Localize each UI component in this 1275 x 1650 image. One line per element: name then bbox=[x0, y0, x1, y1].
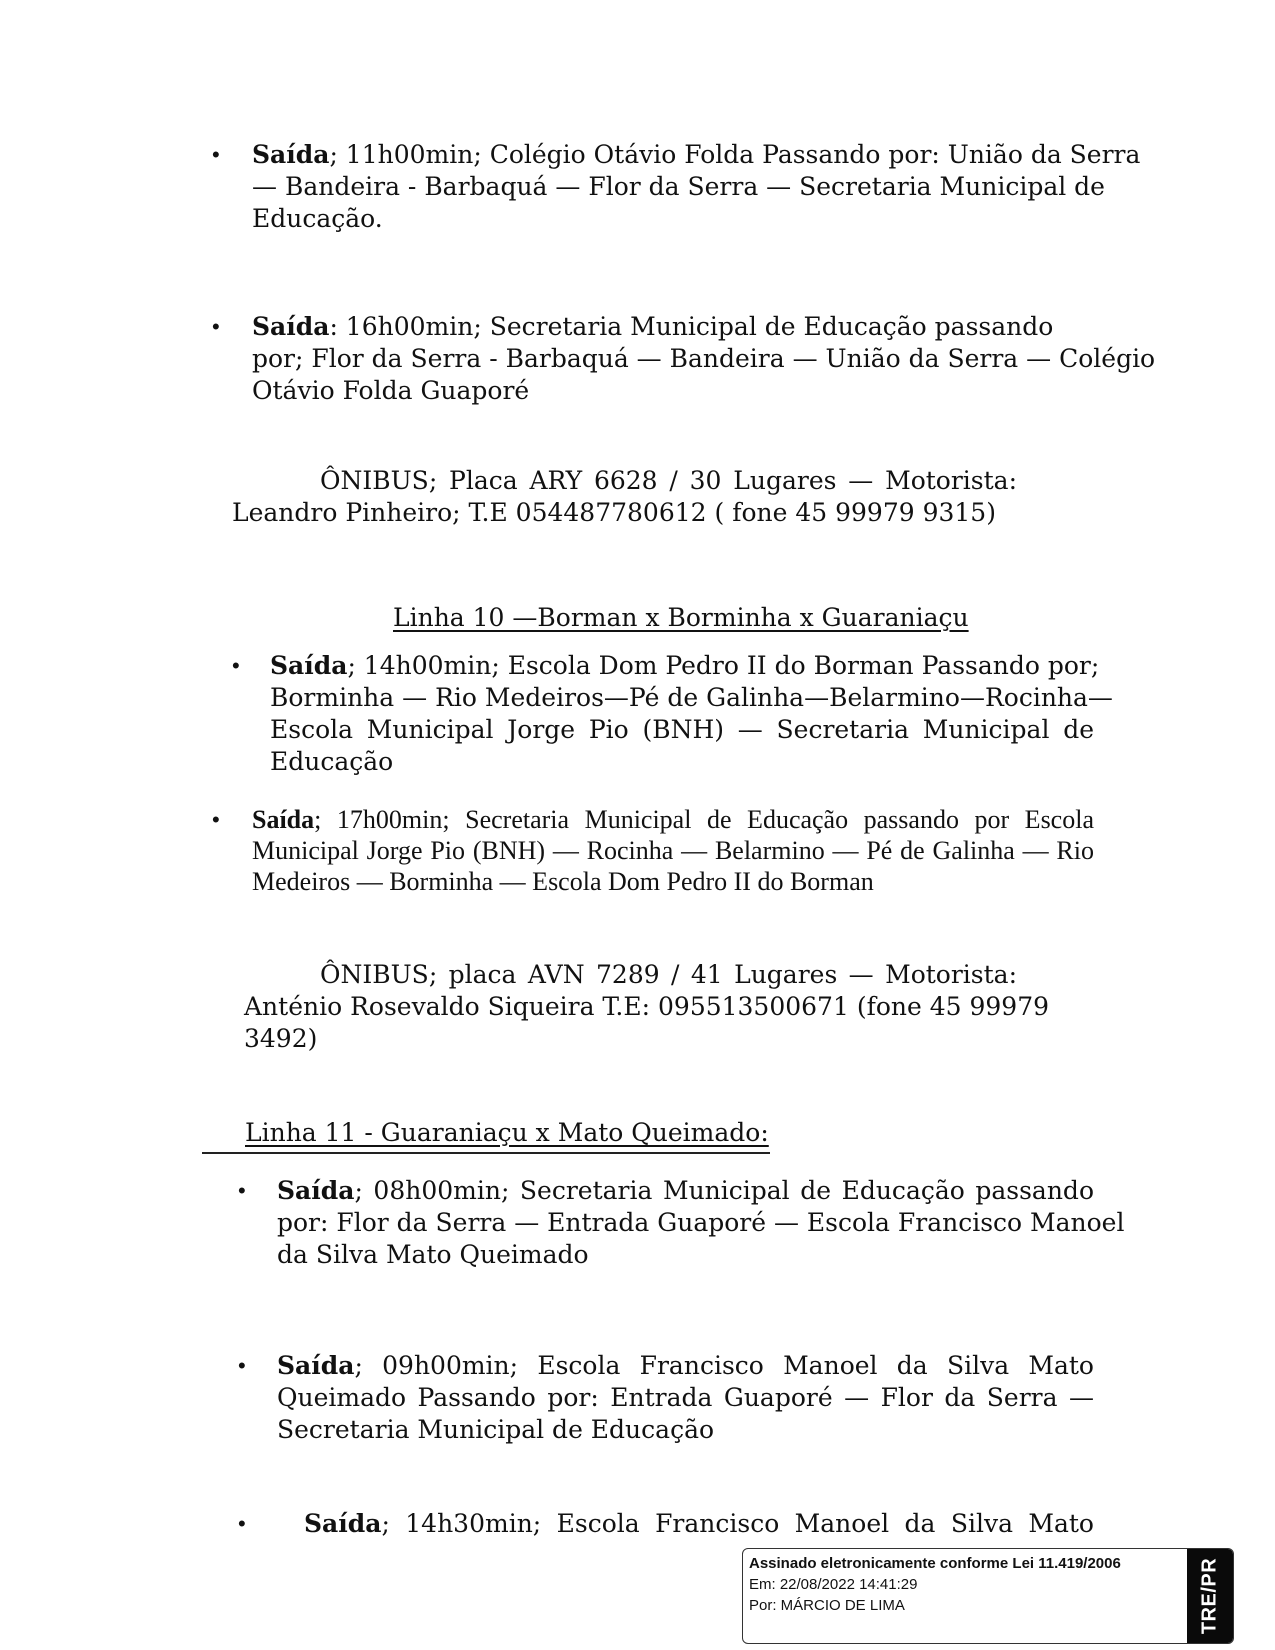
departure-label: Saída bbox=[252, 140, 330, 169]
section-heading: Linha 10 —Borman x Borminha x Guaraniaçu bbox=[393, 603, 969, 632]
departure-label: Saída bbox=[252, 312, 330, 341]
departure-text: ; 11h00min; Colégio Otávio Folda Passando por: União da Serra bbox=[329, 140, 1141, 169]
stamp-court-tab bbox=[1187, 1549, 1233, 1643]
departure-text: Secretaria Municipal de Educação bbox=[277, 1415, 715, 1444]
departure-item bbox=[252, 804, 1094, 897]
departure-item bbox=[252, 311, 1156, 407]
departure-item bbox=[252, 139, 1141, 235]
bullet: • bbox=[238, 1178, 246, 1203]
section-heading: Linha 11 - Guaraniaçu x Mato Queimado: bbox=[245, 1118, 769, 1147]
departure-text: : 16h00min; Secretaria Municipal de Educação passando bbox=[329, 312, 1054, 341]
departure-item bbox=[277, 1350, 1094, 1446]
bus-info-line: ÔNIBUS; Placa ARY 6628 / 30 Lugares — Motorista: bbox=[320, 466, 1017, 495]
departure-text: ; 09h00min; Escola Francisco Manoel da Silva Mato bbox=[354, 1351, 1094, 1380]
bullet: • bbox=[212, 142, 220, 167]
departure-text: Escola Municipal Jorge Pio (BNH) — Secretaria Municipal de bbox=[270, 715, 1094, 744]
departure-label: Saída bbox=[277, 1176, 355, 1205]
departure-label: Saída bbox=[252, 805, 315, 834]
departure-text: ; 17h00min; Secretaria Municipal de Educação passando por Escola bbox=[314, 805, 1094, 834]
bullet: • bbox=[212, 807, 220, 832]
departure-text: por; Flor da Serra - Barbaquá — Bandeira — União da Serra — Colégio bbox=[252, 344, 1156, 373]
stamp-signer-line: Por: MÁRCIO DE LIMA bbox=[749, 1597, 905, 1614]
bus-info-line: ÔNIBUS; placa AVN 7289 / 41 Lugares — Motorista: bbox=[320, 960, 1017, 989]
bullet: • bbox=[238, 1353, 246, 1378]
signature-stamp-text bbox=[749, 1553, 1121, 1616]
bus-info-line: 3492) bbox=[244, 1024, 318, 1053]
departure-text: por: Flor da Serra — Entrada Guaporé — Escola Francisco Manoel bbox=[277, 1208, 1125, 1237]
departure-label: Saída bbox=[270, 651, 348, 680]
bullet: • bbox=[238, 1511, 246, 1536]
departure-text: Educação. bbox=[252, 204, 383, 233]
bullet: • bbox=[212, 314, 220, 339]
bullet: • bbox=[232, 653, 240, 678]
departure-text: Municipal Jorge Pio (BNH) — Rocinha — Belarmino — Pé de Galinha — Rio bbox=[252, 836, 1094, 865]
departure-text: da Silva Mato Queimado bbox=[277, 1240, 589, 1269]
departure-label: Saída bbox=[277, 1351, 355, 1380]
bus-info bbox=[232, 465, 1017, 529]
stamp-date-line: Em: 22/08/2022 14:41:29 bbox=[749, 1576, 918, 1593]
bus-info bbox=[244, 959, 1050, 1055]
departure-label: Saída bbox=[304, 1509, 382, 1538]
departure-text: Borminha — Rio Medeiros—Pé de Galinha—Belarmino—Rocinha— bbox=[270, 683, 1113, 712]
departure-text: ; 14h30min; Escola Francisco Manoel da Silva Mato bbox=[381, 1509, 1094, 1538]
departure-text: Medeiros — Borminha — Escola Dom Pedro II do Borman bbox=[252, 867, 874, 896]
stamp-law-line: Assinado eletronicamente conforme Lei 11.419/2006 bbox=[749, 1555, 1121, 1572]
departure-text: Queimado Passando por: Entrada Guaporé — Flor da Serra — bbox=[277, 1383, 1094, 1412]
departure-item bbox=[277, 1175, 1125, 1271]
stamp-court-label: TRE/PR bbox=[1198, 1557, 1221, 1635]
departure-text: Otávio Folda Guaporé bbox=[252, 376, 530, 405]
bus-info-line: Anténio Rosevaldo Siqueira T.E: 095513500671 (fone 45 99979 bbox=[244, 992, 1050, 1021]
signature-stamp bbox=[742, 1548, 1234, 1644]
departure-text: ; 14h00min; Escola Dom Pedro II do Borman Passando por; bbox=[347, 651, 1100, 680]
departure-text: ; 08h00min; Secretaria Municipal de Educação passando bbox=[354, 1176, 1094, 1205]
heading-rule bbox=[202, 1152, 770, 1154]
bus-info-line: Leandro Pinheiro; T.E 054487780612 ( fone 45 99979 9315) bbox=[232, 498, 996, 527]
departure-text: — Bandeira - Barbaquá — Flor da Serra — Secretaria Municipal de bbox=[252, 172, 1105, 201]
departure-item bbox=[270, 650, 1113, 778]
departure-text: Educação bbox=[270, 747, 394, 776]
departure-item bbox=[304, 1508, 1094, 1540]
